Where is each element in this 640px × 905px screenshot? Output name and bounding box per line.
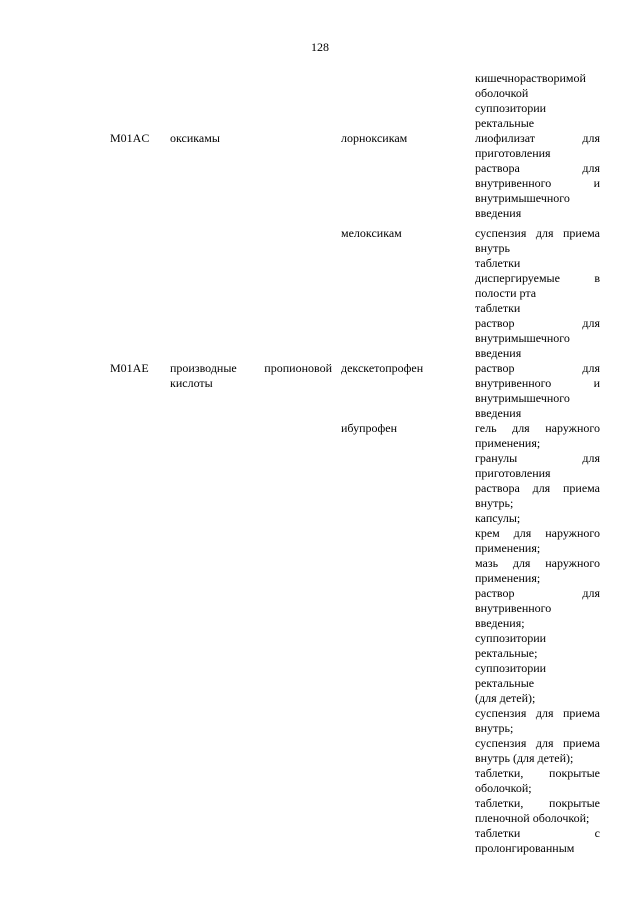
dosage-form-line: внутрь xyxy=(475,241,510,255)
dosage-form-line: раствора для xyxy=(475,161,600,175)
dosage-form-line: мазь для наружного xyxy=(475,556,600,570)
dosage-form-line: раствор для xyxy=(475,316,600,330)
dosage-form-line: таблетки xyxy=(475,301,521,315)
dosage-form-line: внутримышечного xyxy=(475,391,570,405)
dosage-form-line: капсулы; xyxy=(475,511,521,525)
atc-code: M01AC xyxy=(110,131,150,145)
dosage-form-line: оболочкой; xyxy=(475,781,532,795)
dosage-forms xyxy=(475,361,600,421)
dosage-form-line: применения; xyxy=(475,571,541,585)
dosage-form-line: ректальные xyxy=(475,116,535,130)
dosage-forms xyxy=(475,71,600,131)
dosage-forms xyxy=(475,421,600,856)
atc-group xyxy=(170,131,332,146)
dosage-form-line: лиофилизат для xyxy=(475,131,600,145)
dosage-form-line: гранулы для xyxy=(475,451,600,465)
dosage-form-line: суспензия для приема xyxy=(475,706,600,720)
dosage-forms xyxy=(475,226,600,361)
dosage-form-line: внутримышечного xyxy=(475,331,570,345)
dosage-form-line: ректальные; xyxy=(475,646,538,660)
dosage-form-line: оболочкой xyxy=(475,86,529,100)
dosage-form-line: раствор для xyxy=(475,586,600,600)
inn-name: декскетопрофен xyxy=(341,361,424,375)
dosage-form-line: суспензия для приема xyxy=(475,736,600,750)
inn-name: лорноксикам xyxy=(341,131,408,145)
dosage-form-line: введения xyxy=(475,206,522,220)
dosage-form-line: пролонгированным xyxy=(475,841,575,855)
dosage-form-line: диспергируемые в xyxy=(475,271,600,285)
dosage-form-line: гель для наружного xyxy=(475,421,600,435)
dosage-form-line: пленочной оболочкой; xyxy=(475,811,590,825)
dosage-form-line: таблетки с xyxy=(475,826,600,840)
dosage-form-line: внутрь; xyxy=(475,721,514,735)
dosage-form-line: внутривенного и xyxy=(475,376,600,390)
dosage-form-line: внутрь; xyxy=(475,496,514,510)
dosage-form-line: кишечнорастворимой xyxy=(475,71,586,85)
dosage-form-line: внутривенного и xyxy=(475,176,600,190)
dosage-form-line: полости рта xyxy=(475,286,537,300)
atc-group-line: кислоты xyxy=(170,376,213,390)
dosage-form-line: приготовления xyxy=(475,466,551,480)
dosage-form-line: крем для наружного xyxy=(475,526,600,540)
atc-code: M01AE xyxy=(110,361,149,375)
atc-group xyxy=(170,361,332,391)
dosage-form-line: приготовления xyxy=(475,146,551,160)
inn-name: мелоксикам xyxy=(341,226,402,240)
dosage-form-line: внутрь (для детей); xyxy=(475,751,574,765)
dosage-form-line: таблетки, покрытые xyxy=(475,796,600,810)
dosage-form-line: суппозитории xyxy=(475,661,547,675)
dosage-form-line: введения xyxy=(475,406,522,420)
dosage-form-line: ректальные xyxy=(475,676,535,690)
dosage-form-line: раствор для xyxy=(475,361,600,375)
dosage-forms xyxy=(475,131,600,221)
page-number: 128 xyxy=(311,40,329,54)
inn-name: ибупрофен xyxy=(341,421,398,435)
dosage-form-line: применения; xyxy=(475,436,541,450)
dosage-form-line: (для детей); xyxy=(475,691,536,705)
dosage-form-line: введения xyxy=(475,346,522,360)
dosage-form-line: таблетки xyxy=(475,256,521,270)
dosage-form-line: внутримышечного xyxy=(475,191,570,205)
dosage-form-line: суппозитории xyxy=(475,101,547,115)
dosage-form-line: таблетки, покрытые xyxy=(475,766,600,780)
dosage-form-line: внутривенного xyxy=(475,601,552,615)
dosage-form-line: суппозитории xyxy=(475,631,547,645)
dosage-form-line: введения; xyxy=(475,616,525,630)
dosage-form-line: раствора для приема xyxy=(475,481,600,495)
dosage-form-line: применения; xyxy=(475,541,541,555)
dosage-form-line: суспензия для приема xyxy=(475,226,600,240)
atc-group-line: производные пропионовой xyxy=(170,361,332,375)
atc-group-line: оксикамы xyxy=(170,131,220,145)
